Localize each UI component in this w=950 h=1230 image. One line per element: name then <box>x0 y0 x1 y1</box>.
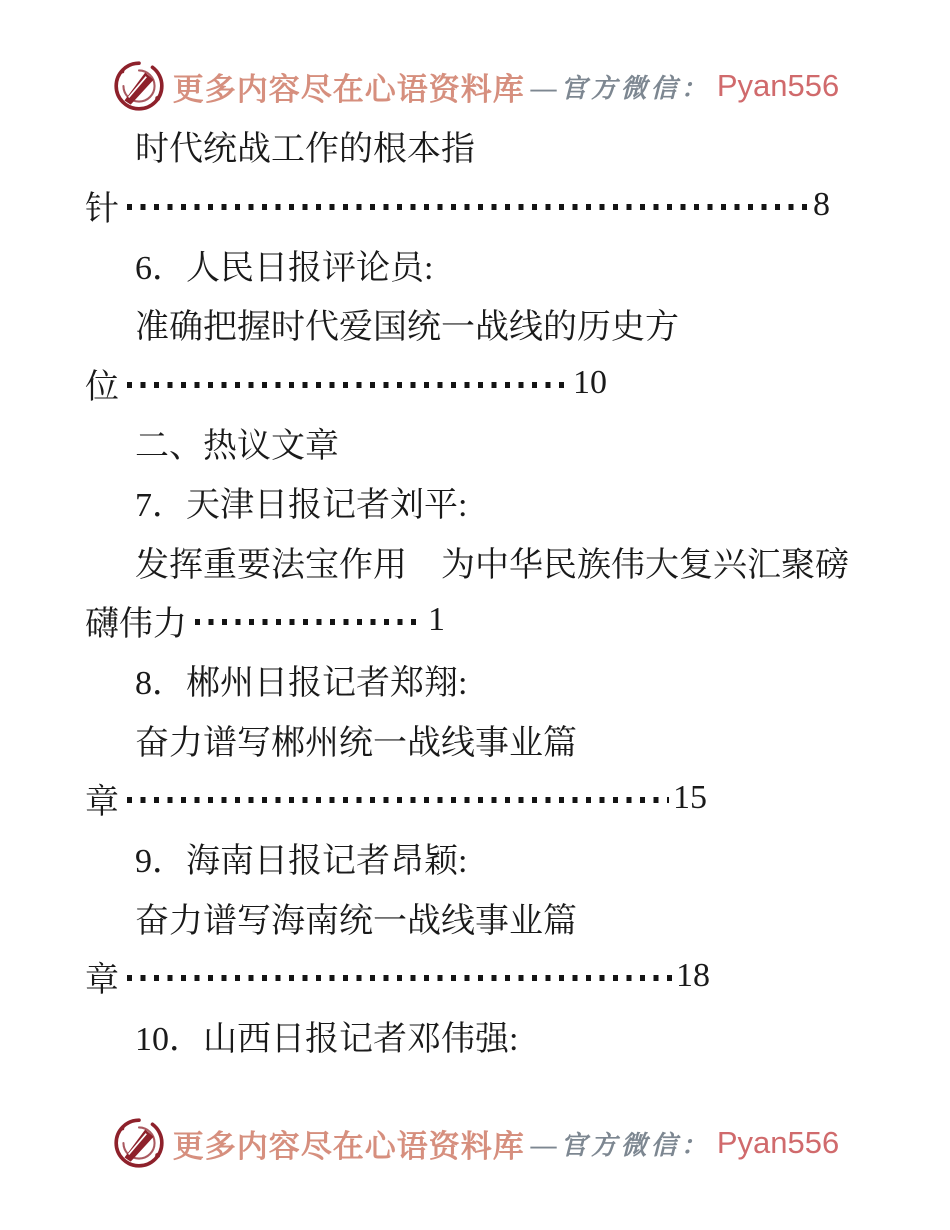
toc-title-line: 奋力谱写海南统一战线事业篇 <box>135 902 577 940</box>
toc-entry-text: 针 <box>85 190 119 228</box>
toc-entry-text: 礴伟力 <box>85 605 187 643</box>
toc-title-line: 10．山西日报记者邓伟强: <box>135 1021 519 1059</box>
toc-title-line: 发挥重要法宝作用 为中华民族伟大复兴汇聚磅 <box>135 546 849 584</box>
dot-leader <box>127 382 569 388</box>
toc-leader-line <box>85 353 607 412</box>
toc-section-heading: 二、热议文章 <box>135 427 339 465</box>
toc-title-line: 6．人民日报评论员: <box>135 249 434 287</box>
footer-watermark <box>0 1112 950 1174</box>
page-number: 18 <box>676 957 710 995</box>
watermark-brand-text: 更多内容尽在心语资料库 <box>172 71 525 107</box>
dot-leader <box>195 619 424 625</box>
toc-title-line: 时代统战工作的根本指 <box>135 131 475 169</box>
toc-entry-text: 位 <box>85 368 119 406</box>
toc-leader-line <box>85 175 830 234</box>
page-number: 10 <box>573 364 607 402</box>
watermark-separator-text: —官方微信： <box>530 73 711 103</box>
pen-swirl-logo-icon <box>111 58 167 114</box>
page-number: 15 <box>673 779 707 817</box>
dot-leader <box>127 797 669 803</box>
toc-title-line: 7．天津日报记者刘平: <box>135 487 468 525</box>
toc-title-line: 9．海南日报记者昂颖: <box>135 843 468 881</box>
toc-leader-line <box>85 591 445 650</box>
pen-swirl-logo-icon <box>111 1115 167 1171</box>
toc-title-line: 奋力谱写郴州统一战线事业篇 <box>135 724 577 762</box>
header-watermark <box>0 55 950 117</box>
toc-entry-text: 章 <box>85 961 119 999</box>
page-number: 8 <box>813 186 830 224</box>
dot-leader <box>127 204 809 210</box>
dot-leader <box>127 975 672 981</box>
watermark-separator-text: —官方微信： <box>530 1130 711 1160</box>
page-number: 1 <box>428 601 445 639</box>
toc-body <box>85 116 890 1066</box>
toc-title-line: 8．郴州日报记者郑翔: <box>135 665 468 703</box>
watermark-brand-text: 更多内容尽在心语资料库 <box>172 1128 525 1164</box>
watermark-wechat-id: Pyan556 <box>716 1125 840 1160</box>
watermark-wechat-id: Pyan556 <box>716 68 840 103</box>
toc-title-line: 准确把握时代爱国统一战线的历史方 <box>135 309 679 347</box>
toc-entry-text: 章 <box>85 783 119 821</box>
toc-leader-line <box>85 769 707 828</box>
toc-leader-line <box>85 947 710 1006</box>
